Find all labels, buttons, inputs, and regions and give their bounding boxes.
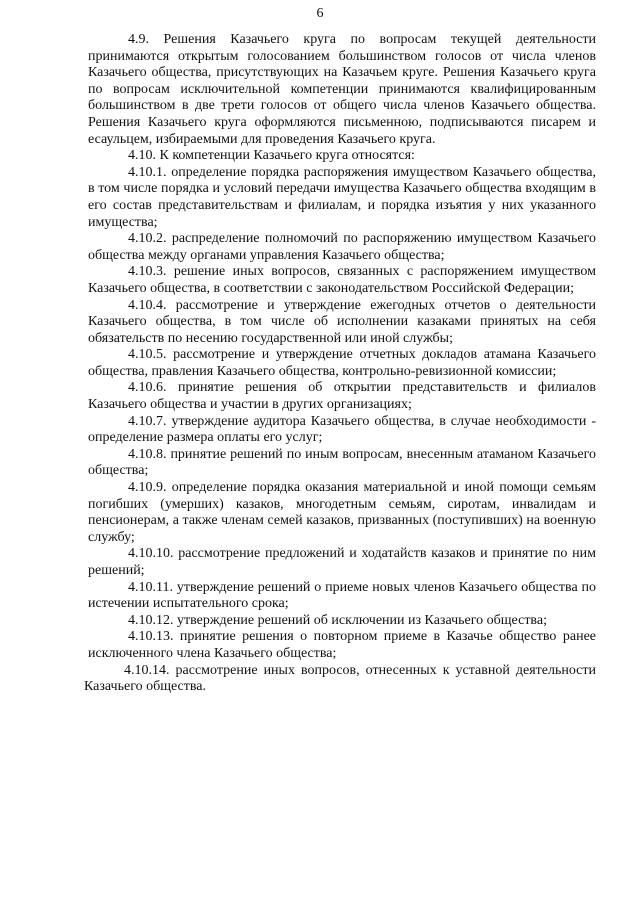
paragraph-4-10-10: 4.10.10. рассмотрение предложений и ходатайств казаков и принятие по ним решений; [88, 546, 596, 578]
paragraph-4-10-12: 4.10.12. утверждение решений об исключении из Казачьего общества; [128, 612, 547, 628]
paragraph-4-10-4: 4.10.4. рассмотрение и утверждение ежегодных отчетов о деятельности Казачьего общества, в том числе об исполнении казаками принятых на себя обязательств по несению государственной или иной службы; [88, 297, 596, 346]
paragraph-4-10-5: 4.10.5. рассмотрение и утверждение отчетных докладов атамана Казачьего общества, правления Казачьего общества, контрольно-ревизионной комиссии; [88, 347, 596, 379]
paragraph-4-10-1: 4.10.1. определение порядка распоряжения имуществом Казачьего общества, в том числе порядка и условий передачи имущества Казачьего общества входящим в его состав представительствам и филиалам, и порядка изъятия у них указанного имущества; [88, 164, 596, 230]
page-number: 6 [316, 6, 324, 21]
paragraph-4-10-3: 4.10.3. решение иных вопросов, связанных с распоряжением имуществом Казачьего общества, в соответствии с законодательством Российской Федерации; [88, 264, 596, 296]
paragraph-4-10-14: 4.10.14. рассмотрение иных вопросов, отнесенных к уставной деятельности Казачьего общества. [84, 662, 596, 695]
paragraph-4-10-9: 4.10.9. определение порядка оказания материальной и иной помощи семьям погибших (умерших) казаков, многодетным семьям, сиротам, инвалидам и пенсионерам, а также членам семей казаков, призванных (поступивших) на военную службу; [88, 480, 596, 545]
document-body [84, 32, 596, 696]
paragraph-4-10-11: 4.10.11. утверждение решений о приеме новых членов Казачьего общества по истечении испытательного срока; [88, 579, 596, 612]
paragraph-4-10-2: 4.10.2. распределение полномочий по распоряжению имуществом Казачьего общества между органами управления Казачьего общества; [88, 231, 596, 263]
paragraph-4-10: 4.10. К компетенции Казачьего круга относятся: [128, 148, 415, 164]
paragraph-4-10-13: 4.10.13. принятие решения о повторном приеме в Казачье общество ранее исключенного члена Казачьего общества; [88, 629, 596, 661]
paragraph-4-10-6: 4.10.6. принятие решения об открытии представительств и филиалов Казачьего общества и участии в других организациях; [88, 380, 596, 413]
paragraph-4-10-7: 4.10.7. утверждение аудитора Казачьего общества, в случае необходимости - определение размера оплаты его услуг; [88, 413, 596, 446]
paragraph-4-10-8: 4.10.8. принятие решений по иным вопросам, внесенным атаманом Казачьего общества; [88, 446, 596, 479]
paragraph-4-9: 4.9. Решения Казачьего круга по вопросам текущей деятельности принимаются открытым голосованием большинством голосов от числа членов Казачьего общества, присутствующих на Казачьем круге. Решения Казачьего круга по вопросам исключительной компетенции принимаются квалифицированным большинством в две трети голосов от общего числа членов Казачьего общества. Решения Казачьего круга оформляются письменною, подписываются писарем и есаульцем, избираемыми для проведения Казачьего круга. [88, 32, 596, 147]
